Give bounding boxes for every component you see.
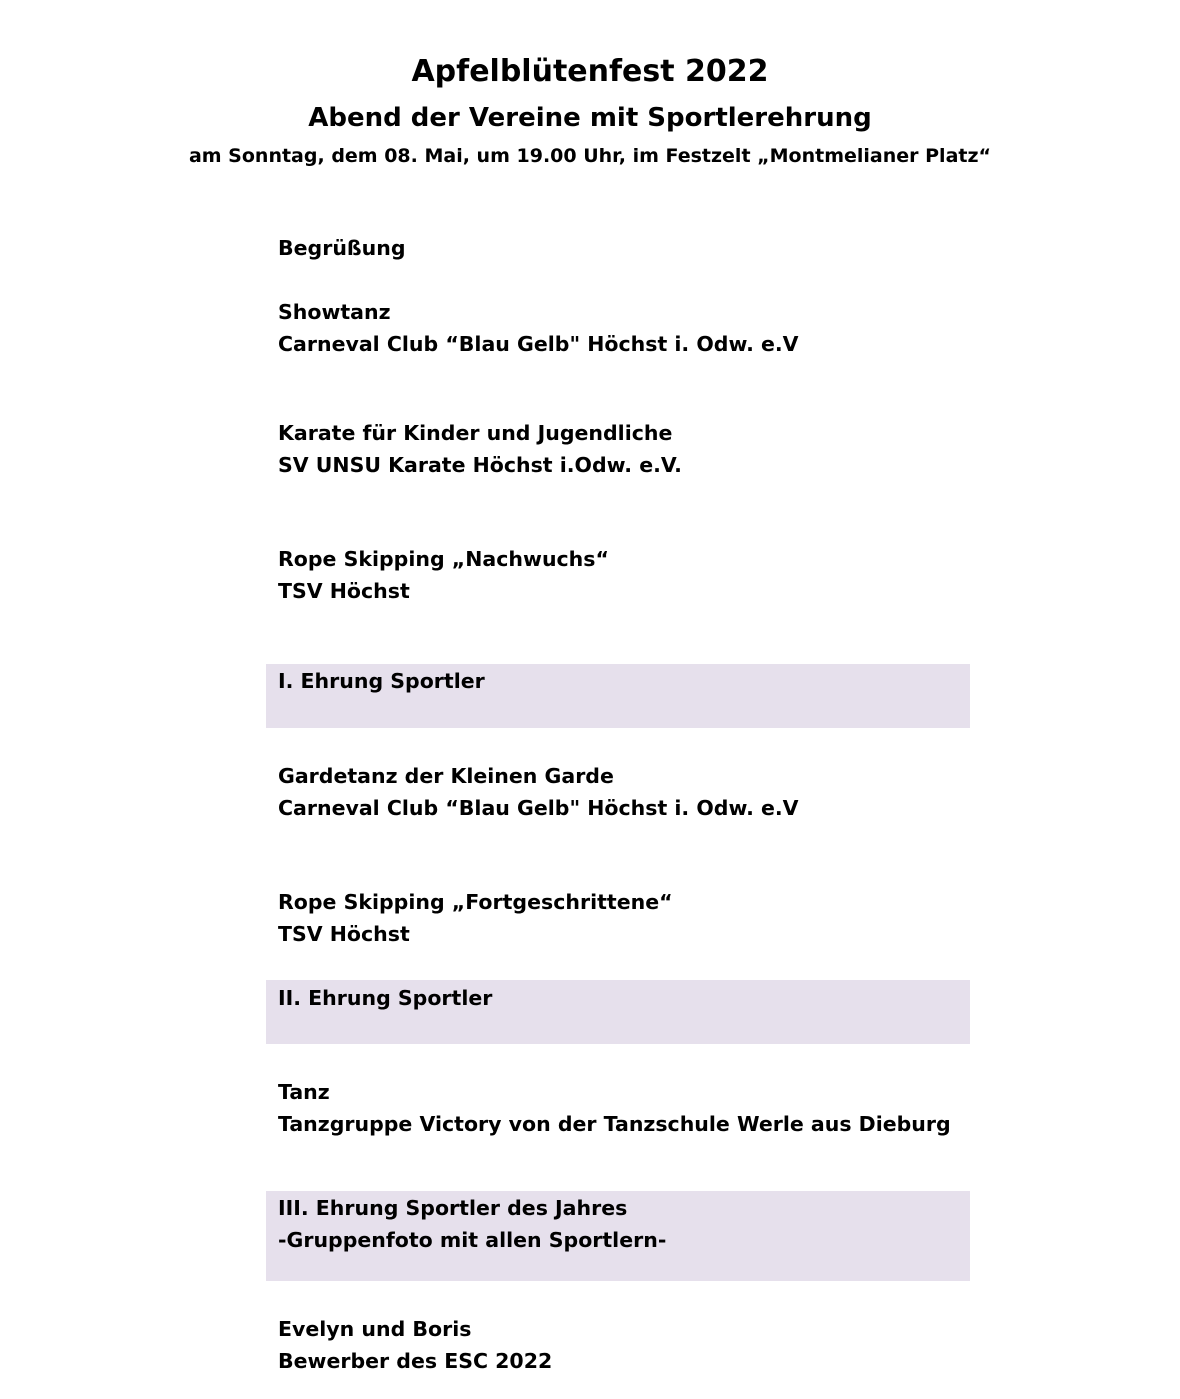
program-item-ehrung-2 [278, 983, 492, 1015]
program-item-title: Showtanz [278, 300, 391, 324]
program-item-title: I. Ehrung Sportler [278, 669, 485, 693]
program-item-title: Rope Skipping „Fortgeschrittene“ [278, 890, 673, 914]
program-item-title: Evelyn und Boris [278, 1317, 472, 1341]
program-item-title: Karate für Kinder und Jugendliche [278, 421, 673, 445]
program-item-title: Gardetanz der Kleinen Garde [278, 764, 614, 788]
program-item-ehrung-3 [278, 1193, 666, 1256]
program-item-title: III. Ehrung Sportler des Jahres [278, 1196, 628, 1220]
page-subtitle: Abend der Vereine mit Sportlerehrung [308, 103, 872, 133]
program-item-club: TSV Höchst [278, 921, 410, 946]
program-item-club: Tanzgruppe Victory von der Tanzschule Werle aus Dieburg [278, 1111, 951, 1136]
program-item-title: Begrüßung [278, 236, 406, 260]
program-item-gardetanz [278, 761, 799, 824]
program-item-rope-skipping-fortgeschrittene [278, 887, 673, 950]
program-item-showtanz [278, 297, 799, 360]
program-item-club: Bewerber des ESC 2022 [278, 1348, 553, 1373]
program-item-karate [278, 418, 682, 481]
program-item-club: TSV Höchst [278, 578, 410, 603]
program-item-evelyn-und-boris [278, 1314, 552, 1377]
program-item-club: Carneval Club “Blau Gelb" Höchst i. Odw. e.V [278, 331, 799, 356]
program-item-club: SV UNSU Karate Höchst i.Odw. e.V. [278, 452, 682, 477]
program-item-title: Rope Skipping „Nachwuchs“ [278, 547, 609, 571]
program-item-rope-skipping-nachwuchs [278, 544, 609, 607]
page-title: Apfelblütenfest 2022 [411, 54, 769, 89]
program-item-ehrung-1 [278, 666, 485, 698]
program-item-tanz [278, 1077, 951, 1140]
program-item-title: II. Ehrung Sportler [278, 986, 493, 1010]
program-item-title: Tanz [278, 1080, 330, 1104]
program-item-begruessung [278, 233, 406, 265]
event-details: am Sonntag, dem 08. Mai, um 19.00 Uhr, im Festzelt „Montmelianer Platz“ [188, 145, 992, 167]
program-item-note: -Gruppenfoto mit allen Sportlern- [278, 1227, 667, 1252]
program-item-club: Carneval Club “Blau Gelb" Höchst i. Odw. e.V [278, 795, 799, 820]
